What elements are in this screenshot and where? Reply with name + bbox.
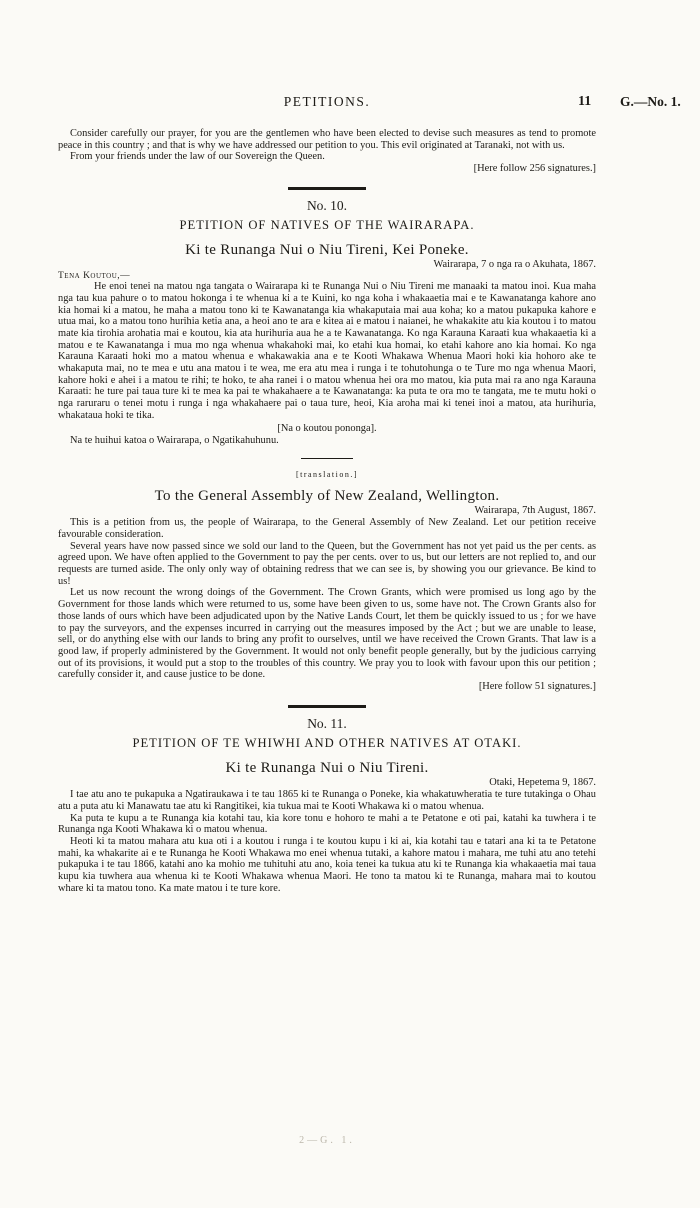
petition-11-title: PETITION OF TE WHIWHI AND OTHER NATIVES AT OTAKI. — [132, 736, 522, 751]
petition-11-place-date: Otaki, Hepetema 9, 1867. — [489, 777, 596, 789]
translation-place-date: Wairarapa, 7th August, 1867. — [474, 505, 596, 517]
intro-sign-off: From your friends under the law of our Sovereign the Queen. — [70, 151, 325, 163]
running-header — [58, 94, 681, 112]
petition-10-title: PETITION OF NATIVES OF THE WAIRARAPA. — [179, 218, 475, 233]
translation-paragraph-1: This is a petition from us, the people of Wairarapa, to the General Assembly of New Zealand. Let our petition receive favourable consideration. — [58, 517, 596, 540]
petition-11-address: Ki te Runanga Nui o Niu Tireni. — [225, 760, 429, 777]
translation-address: To the General Assembly of New Zealand, Wellington. — [154, 488, 500, 505]
page-number: 11 — [578, 94, 592, 109]
translation-label: [translation.] — [295, 470, 359, 480]
section-divider-thick — [288, 187, 366, 190]
petition-11-paragraph-3: Heoti ki ta matou mahara atu kua oti i a koutou i runga i te koutou kupu i ki ai, kia kotahi tau e tatari ana ki ta te Petatone mahi, ka whakarite ai e te Runanga he Kooti Whakawa mo enei whenua tutaki, a kahore matou i mahara, me tuhi atu ano tetehi pukapuka i te tau 1866, katahi ano ka mohio me tuhituhi atu ano, koia tenei ka tukua atu ki te Runanga kia whakaaetia mai taua kupu kia tuwhera aua whenua ki te Kooti Whakawa whenua Maori. He tono ta matou ki te Runanga, mahara mai to koutou whare ki ta matou tono. Ka mate matou i te ture kore. — [58, 835, 596, 894]
petition-10-salutation: Tena Koutou,— — [58, 271, 131, 282]
petition-10-body: He enoi tenei na matou nga tangata o Wairarapa ki te Runanga Nui o Niu Tireni me manaaki ta matou inoi. Kua maha nga tau kua pahure o to matou hokonga i te whenua ki a te Kuini, ko nga koha i whakaaetia mai e te Kawanatanga kahore ano kia homai ki a matou, he maha a matou tono ki te Kawanatanga kia whakaputaia mai aua koha; ko a matou pukapuka kahore e utua mai, ko a matou tono hurihia ketia ana, a heoi ano te ara e kitea ai e matou i naianei, he whakakite atu kia koutou i to matou mate kia tirohia arohatia mai e koutou, kia ata hurihuria aua he a te Kawanatanga. Ko nga Karauna Karaati kua whakaaetia ki a matou e te Kawanatanga i mua mo nga whenua whakahoki mai, ko etahi kua homai, ko etahi kahore ano kia homai. Ko nga Karauna Karaati hoki mo a matou whenua e whakawakia ana e te Kooti Whakawa Whenua Maori hoki kia hohoro ake te whakaputa mai, no te mea e utu ana matou i te wea, me era atu mea i runga i te tohutohunga o te Ture mo nga whenua Maori, kahore hoki e ahei i a matou te rihi; te hoko, te aha ranei i o matou whenua hei ora mo matou, kia puta mai ra ano nga Karauna Karaati: he ture pai taua ture ki te mea ka pai te whakahaere a te Kawanatanga: ka puta te ora mo te tangata, me te mutu hoki o nga raruraru o tenei motu i runga i nga whakahaere pai o taua ture, heoi, Kia aroha mai ki tenei inoi a matou, ata hurihuria, whakataua hoki te tika. — [58, 281, 596, 421]
document-body — [58, 128, 596, 894]
document-reference: G.—No. 1. — [620, 94, 681, 109]
translation-paragraph-3: Let us now recount the wrong doings of the Government. The Crown Grants, which were promised us long ago by the Government for those lands which were returned to us, some have been given to us, some have not. The Crown Grants also for those lands of ours which have been adjudicated upon by the Native Lands Court, let them be quickly issued to us ; for we have to pay the surveyors, and the expenses incurred in carrying out the measures imposed by the Act ; but we are unable to lease, sell, or do anything else with our lands to bring any profit to ourselves, until we have received the Crown Grants. That law is a good law, if properly administered by the Government. It would not only benefit people generally, but by the judicious carrying out of its provisions, it would put a stop to the troubles of this country. We pray you to look with favour upon this our petition ; carefully consider it, and cause justice to be done. — [58, 587, 596, 681]
petition-11-paragraph-1: I tae atu ano te pukapuka a Ngatiraukawa i te tau 1865 ki te Runanga o Poneke, kia whakatuwheratia te ture tutakinga o Ohau atu a puta atu ki Manawatu tae atu ki Rangitikei, kia tukua mai te Kooti Whakawa ki o matou whenua. — [58, 789, 596, 812]
petition-10-signed: Na te huihui katoa o Wairarapa, o Ngatikahuhunu. — [70, 434, 279, 446]
petition-10-place-date: Wairarapa, 7 o nga ra o Akuhata, 1867. — [433, 259, 596, 271]
intro-paragraph: Consider carefully our prayer, for you are the gentlemen who have been elected to devise such measures as tend to promote peace in this country ; and that is why we have addressed our petition to you. This evil originated at Taranaki, not with us. — [58, 128, 596, 151]
page-title: PETITIONS. — [283, 94, 371, 109]
petition-11-paragraph-2: Ka puta te kupu a te Runanga kia kotahi tau, kia kore tonu e hohoro te mahi a te Petatone e oti pai, katahi ka tuwhera i te Runanga nga Kooti Whakawa ki o matou whenua. — [58, 812, 596, 836]
petition-10-number: No. 10. — [306, 198, 348, 214]
translation-paragraph-2: Several years have now passed since we sold our land to the Queen, but the Government has not yet paid us the per cents. as agreed upon. We have often applied to the Government to pay the per cents. over to us, but our letters are not replied to, and our requests are turned aside. The only only way of obtaining redress that we can see is, by showing you our grievance. Be kind to us! — [58, 540, 596, 587]
section-divider-thick — [288, 705, 366, 708]
page-footer-mark: 2—G. 1. — [299, 1135, 355, 1146]
petition-11-number: No. 11. — [307, 716, 347, 732]
petition-10-address: Ki te Runanga Nui o Niu Tireni, Kei Poneke. — [185, 242, 469, 259]
translation-signatures-note: [Here follow 51 signatures.] — [478, 681, 596, 693]
intro-signatures-note: [Here follow 256 signatures.] — [473, 163, 596, 175]
section-divider-thin — [301, 458, 353, 459]
petition-10-closing: [Na o koutou pononga]. — [277, 422, 377, 434]
